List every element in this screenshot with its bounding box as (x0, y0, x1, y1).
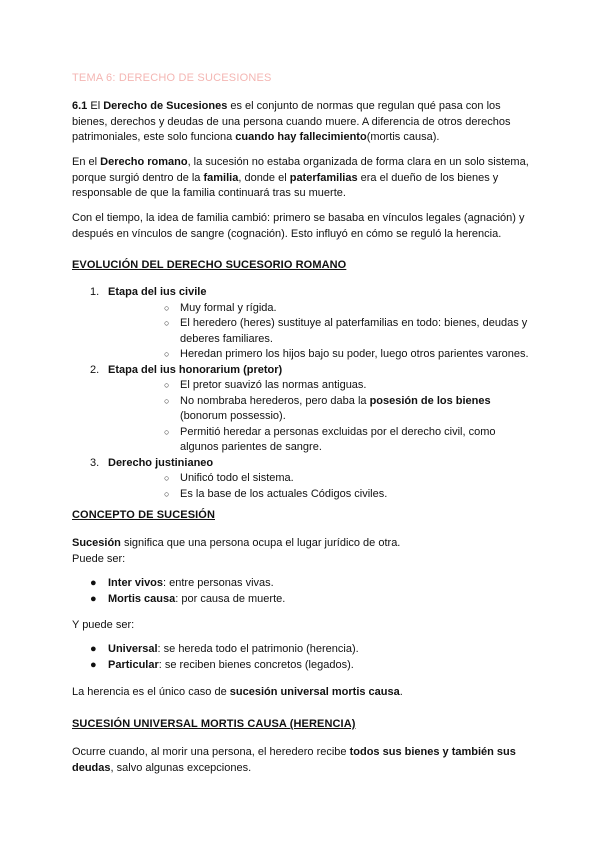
bold-text: Inter vivos (108, 577, 164, 589)
text: Permitió heredar a personas excluidas por el derecho civil, como algunos parientes de sangre. (180, 425, 496, 453)
bold-text: Derecho de Sucesiones (103, 100, 228, 112)
heading-universal: SUCESIÓN UNIVERSAL MORTIS CAUSA (HERENCIA) (72, 718, 356, 730)
circle-bullet-icon: ○ (164, 349, 170, 359)
list-item (108, 425, 532, 456)
list-number: 1. (90, 286, 100, 298)
text: En el (72, 156, 101, 168)
bold-text: Derecho romano (100, 156, 188, 168)
circle-bullet-icon: ○ (164, 302, 170, 313)
list-item (108, 378, 532, 394)
dot-bullet-icon: ● (90, 658, 97, 671)
text: (mortis causa). (366, 131, 440, 143)
stage-title: Derecho justinianeo (108, 456, 214, 469)
bold-text: posesión de los bienes (369, 394, 491, 407)
text: No nombraba herederos, pero daba la (180, 394, 370, 407)
text: , la sucesión no estaba organizada de forma clara en un solo sistema, porque surgió dentro de la (72, 156, 529, 184)
list-item (108, 471, 532, 487)
herencia-statement (72, 685, 532, 701)
list-item (72, 658, 532, 674)
intro-paragraph-3: Con el tiempo, la idea de familia cambió: primero se basaba en vínculos legales (agnación) y después en vínculos de sangre (cognación). Esto influyó en cómo se reguló la herencia. (72, 212, 525, 240)
bold-text: Sucesión (72, 537, 121, 549)
list-item (108, 301, 532, 317)
text: (bonorum possessio). (180, 410, 286, 422)
dot-bullet-icon: ● (90, 643, 97, 655)
y-puede-ser-label: Y puede ser: (72, 619, 135, 631)
universal-paragraph (72, 745, 532, 776)
text: Unificó todo el sistema. (180, 472, 294, 484)
list-item (108, 487, 532, 503)
dot-bullet-icon: ● (90, 577, 97, 589)
text: : entre personas vivas. (163, 577, 274, 589)
text: Es la base de los actuales Códigos civiles. (180, 487, 388, 500)
dot-bullet-icon: ● (90, 592, 97, 605)
bold-text: todos sus bienes y también sus deudas (72, 746, 516, 774)
bold-text: Universal (108, 643, 158, 655)
stage-title: Etapa del ius honorarium (pretor) (108, 363, 283, 376)
heading-concepto: CONCEPTO DE SUCESIÓN (72, 509, 215, 521)
stage-title: Etapa del ius civile (108, 286, 207, 298)
text: : por causa de muerte. (175, 592, 286, 605)
list-item (72, 576, 532, 592)
section-number: 6.1 (72, 100, 88, 112)
text: : se reciben bienes concretos (legados). (158, 658, 354, 671)
text: Ocurre cuando, al morir una persona, el heredero recibe (72, 746, 350, 758)
list-item (72, 642, 532, 658)
circle-bullet-icon: ○ (164, 395, 170, 406)
puede-ser-label: Puede ser: (72, 553, 126, 565)
document-title: TEMA 6: DERECHO DE SUCESIONES (72, 72, 272, 84)
list-item (72, 456, 532, 503)
list-number: 2. (90, 363, 100, 376)
list-item (72, 363, 532, 456)
text: El heredero (heres) sustituye al paterfamilias en todo: bienes, deudas y deberes familiares. (180, 317, 528, 345)
text: Muy formal y rígida. (180, 301, 277, 314)
bold-text: Mortis causa (108, 592, 176, 605)
text: : se hereda todo el patrimonio (herencia). (157, 643, 359, 655)
text: , salvo algunas excepciones. (110, 761, 252, 774)
circle-bullet-icon: ○ (164, 488, 170, 499)
text: , donde el (238, 171, 290, 184)
evolution-list (72, 285, 532, 502)
text: era el dueño de los bienes y responsable de que la familia continuará tras su muerte. (72, 171, 499, 199)
text: Heredan primero los hijos bajo su poder, luego otros parientes varones. (180, 348, 529, 360)
bold-text: cuando hay fallecimiento (235, 131, 367, 143)
bold-text: paterfamilias (289, 171, 358, 184)
text: El (87, 100, 104, 112)
list-item (72, 285, 532, 363)
bold-text: Particular (108, 658, 159, 671)
circle-bullet-icon: ○ (164, 426, 170, 437)
list-item (72, 592, 532, 608)
circle-bullet-icon: ○ (164, 380, 170, 390)
text: El pretor suavizó las normas antiguas. (180, 379, 367, 391)
list-item (108, 394, 532, 425)
intro-paragraph-2 (72, 155, 532, 202)
list-item (108, 316, 532, 347)
concepto-definition (72, 536, 532, 552)
list-item (108, 347, 532, 363)
heading-evolucion: EVOLUCIÓN DEL DERECHO SUCESORIO ROMANO (72, 259, 347, 271)
text: es el conjunto de normas que regulan qué pasa con los bienes, derechos y deudas de una persona cuando muere. A diferencia de otros derechos patrimoniales, este solo funciona (72, 100, 511, 143)
list-number: 3. (90, 456, 100, 469)
text: . (399, 686, 403, 698)
bold-text: sucesión universal mortis causa (229, 686, 400, 698)
text: significa que una persona ocupa el lugar jurídico de otra. (120, 537, 401, 549)
text: La herencia es el único caso de (72, 686, 230, 698)
intro-paragraph-1 (72, 99, 532, 146)
circle-bullet-icon: ○ (164, 318, 170, 328)
tipo-list-2 (72, 642, 532, 673)
tipo-list-1 (72, 576, 532, 607)
circle-bullet-icon: ○ (164, 473, 170, 483)
bold-text: familia (203, 171, 239, 184)
